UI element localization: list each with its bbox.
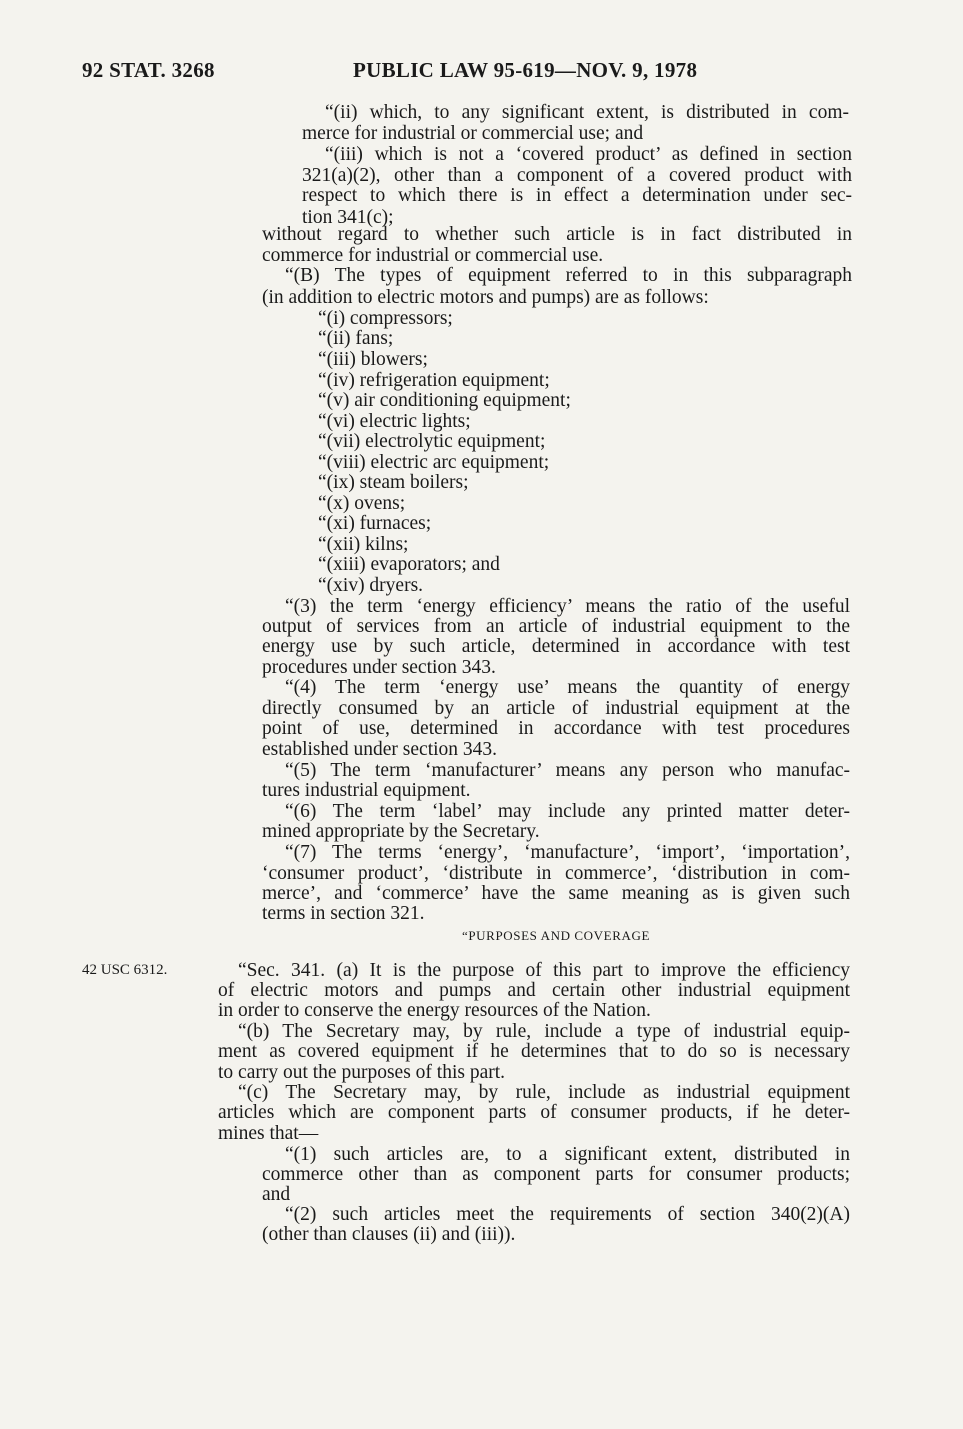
- text-line: in order to conserve the energy resources of the Nation.: [218, 1000, 651, 1021]
- section-heading: “PURPOSES AND COVERAGE: [461, 928, 650, 943]
- text-line: ‘consumer product’, ‘distribute in commerce’, ‘distribution in com-: [262, 863, 850, 884]
- text-line: output of services from an article of industrial equipment to the: [262, 616, 850, 637]
- text-line: “(7) The terms ‘energy’, ‘manufacture’, ‘import’, ‘importation’,: [285, 842, 850, 863]
- text-line: “(b) The Secretary may, by rule, include a type of industrial equip-: [238, 1021, 850, 1042]
- text-line: commerce for industrial or commercial use.: [262, 245, 604, 266]
- text-line: procedures under section 343.: [262, 657, 496, 678]
- text-line: mines that—: [218, 1123, 319, 1144]
- text-line: commerce other than as component parts for consumer products;: [262, 1164, 850, 1185]
- text-line: “(x) ovens;: [318, 493, 406, 514]
- text-line: (other than clauses (ii) and (iii)).: [262, 1224, 516, 1245]
- text-line: point of use, determined in accordance with test procedures: [262, 718, 850, 739]
- text-line: “(c) The Secretary may, by rule, include as industrial equipment: [238, 1082, 850, 1103]
- text-line: “(xii) kilns;: [318, 534, 409, 555]
- text-line: “(xiv) dryers.: [318, 575, 424, 596]
- text-line: of electric motors and pumps and certain other industrial equipment: [218, 980, 850, 1001]
- text-line: (in addition to electric motors and pumps) are as follows:: [262, 287, 709, 308]
- text-line: ment as covered equipment if he determines that to do so is necessary: [218, 1041, 850, 1062]
- text-line: energy use by such article, determined in accordance with test: [262, 636, 850, 657]
- text-line: “(4) The term ‘energy use’ means the quantity of energy: [285, 677, 850, 698]
- text-line: “(6) The term ‘label’ may include any printed matter deter-: [285, 801, 850, 822]
- text-line: directly consumed by an article of industrial equipment at the: [262, 698, 850, 719]
- text-line: tures industrial equipment.: [262, 780, 471, 801]
- text-line: tion 341(c);: [302, 207, 394, 228]
- text-line: “(xiii) evaporators; and: [318, 554, 500, 575]
- text-line: “(viii) electric arc equipment;: [318, 452, 550, 473]
- text-line: “(xi) furnaces;: [318, 513, 432, 534]
- text-line: terms in section 321.: [262, 903, 425, 924]
- text-line: 321(a)(2), other than a component of a covered product with: [302, 165, 852, 186]
- running-head: PUBLIC LAW 95-619—NOV. 9, 1978: [353, 58, 698, 82]
- margin-citation: 42 USC 6312.: [82, 962, 168, 978]
- text-line: “(3) the term ‘energy efficiency’ means the ratio of the useful: [285, 596, 850, 617]
- text-line: mined appropriate by the Secretary.: [262, 821, 540, 842]
- text-line: “(5) The term ‘manufacturer’ means any person who manufac-: [285, 760, 850, 781]
- text-line: “(vii) electrolytic equipment;: [318, 431, 546, 452]
- text-line: “(ii) fans;: [318, 328, 394, 349]
- text-line: to carry out the purposes of this part.: [218, 1062, 506, 1083]
- text-line: “(2) such articles meet the requirements of section 340(2)(A): [285, 1204, 850, 1225]
- stat-page-number: 92 STAT. 3268: [82, 58, 215, 82]
- text-line: respect to which there is in effect a determination under sec-: [302, 185, 852, 206]
- text-line: established under section 343.: [262, 739, 498, 760]
- text-line: without regard to whether such article is in fact distributed in: [262, 224, 852, 245]
- text-line: “(ii) which, to any significant extent, is distributed in com-: [325, 102, 849, 123]
- text-line: merce for industrial or commercial use; and: [302, 123, 644, 144]
- text-line: and: [262, 1184, 291, 1205]
- text-line: “(iii) which is not a ‘covered product’ as defined in section: [325, 144, 852, 165]
- text-line: “(iii) blowers;: [318, 349, 428, 370]
- text-line: “(v) air conditioning equipment;: [318, 390, 571, 411]
- text-line: “(B) The types of equipment referred to in this subparagraph: [285, 265, 852, 286]
- text-line: “(vi) electric lights;: [318, 411, 471, 432]
- text-line: articles which are component parts of consumer products, if he deter-: [218, 1102, 850, 1123]
- text-line: “(1) such articles are, to a significant extent, distributed in: [285, 1144, 850, 1165]
- text-line: “Sec. 341. (a) It is the purpose of this part to improve the efficiency: [238, 960, 850, 981]
- text-line: merce’, and ‘commerce’ have the same meaning as is given such: [262, 883, 850, 904]
- text-line: “(iv) refrigeration equipment;: [318, 370, 550, 391]
- text-line: “(ix) steam boilers;: [318, 472, 469, 493]
- text-line: “(i) compressors;: [318, 308, 453, 329]
